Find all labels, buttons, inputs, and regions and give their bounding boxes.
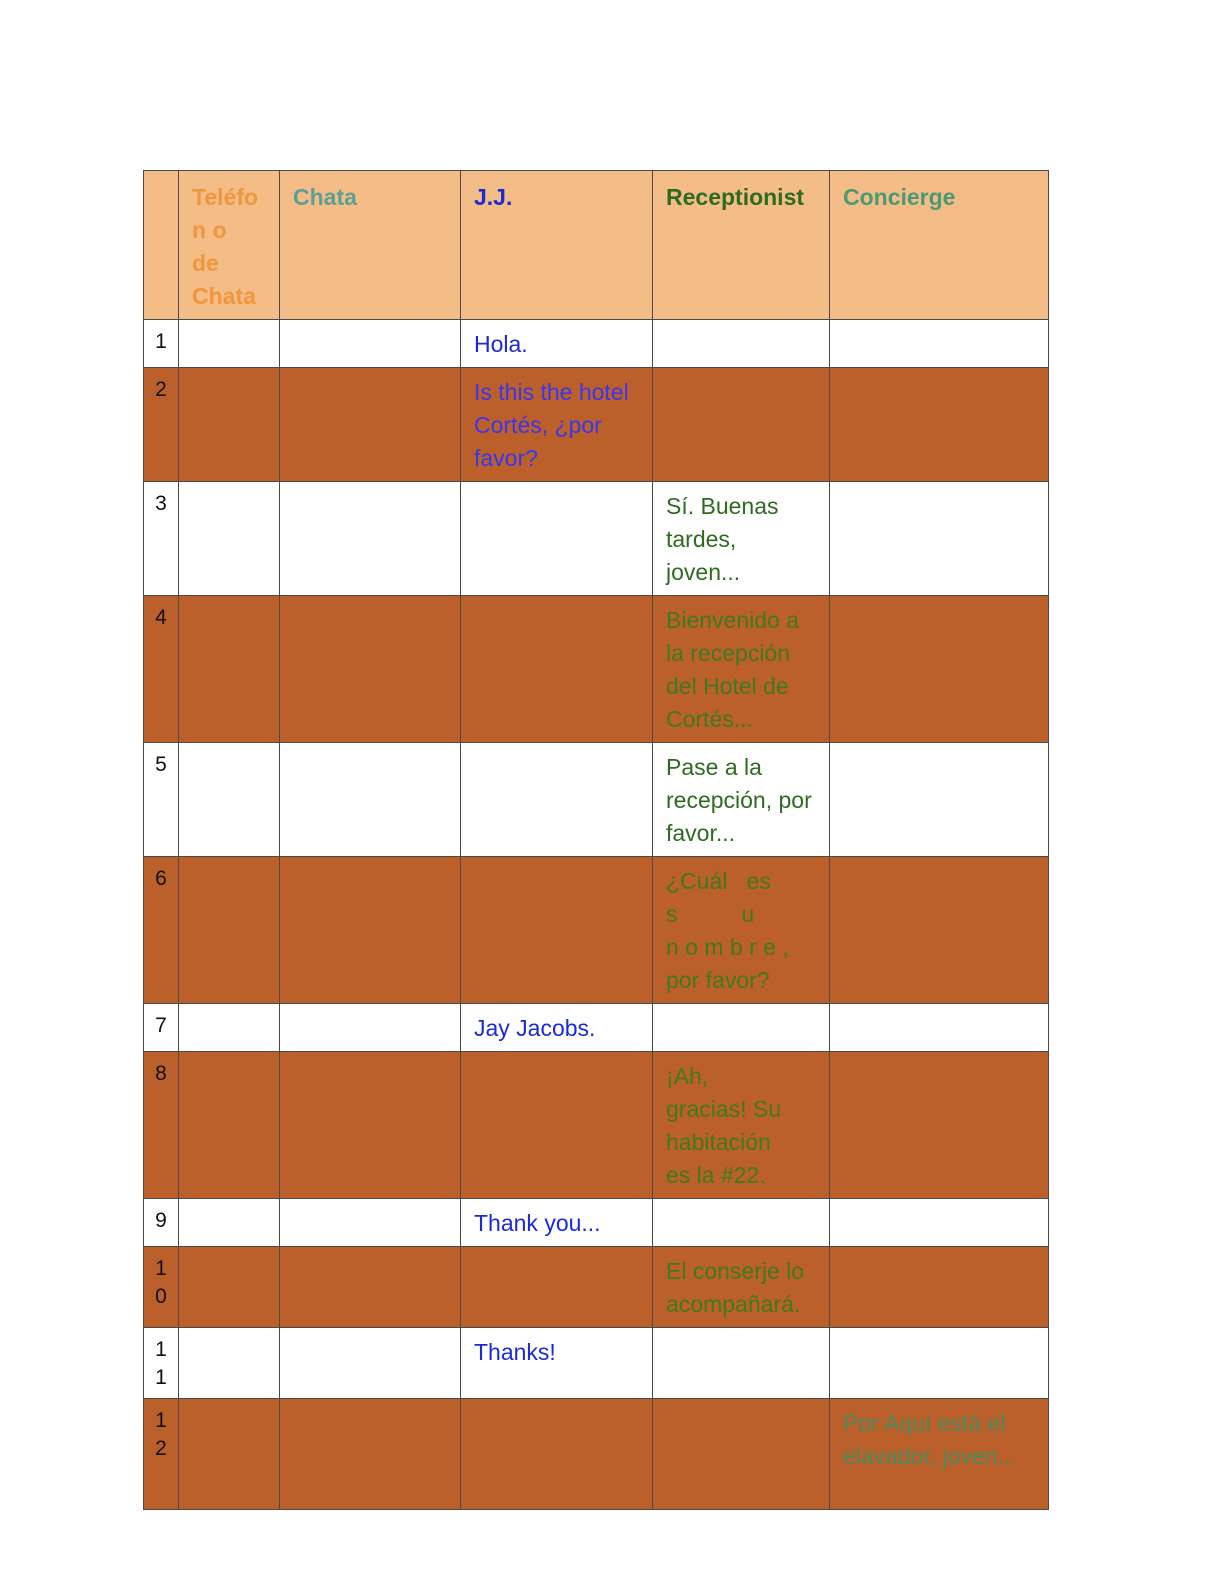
chata-cell: [280, 1199, 461, 1247]
receptionist-cell: [653, 368, 830, 482]
table-row: [144, 1004, 1049, 1052]
concierge-cell: [830, 1199, 1049, 1247]
jj-cell: [461, 743, 653, 857]
row-number: [144, 596, 179, 743]
table-row: [144, 1328, 1049, 1399]
row-number-digit: 8: [155, 1062, 167, 1085]
receptionist-cell: [653, 1052, 830, 1199]
row-number-digit: 1: [155, 1257, 167, 1280]
phone-cell: [179, 320, 280, 368]
table-row: [144, 482, 1049, 596]
table-row: [144, 320, 1049, 368]
jj-cell: [461, 1247, 653, 1328]
concierge-cell: [830, 1247, 1049, 1328]
table-row: [144, 596, 1049, 743]
chata-cell: [280, 1052, 461, 1199]
row-number-digit: 6: [155, 867, 167, 890]
phone-cell: [179, 1052, 280, 1199]
receptionist-line: habitación: [666, 1129, 771, 1155]
receptionist-line: por favor?: [666, 967, 770, 993]
jj-cell: Is this the hotel Cortés, ¿por favor?: [461, 368, 653, 482]
chata-cell: [280, 1399, 461, 1510]
header-chata: Chata: [280, 171, 461, 320]
phone-cell: [179, 1399, 280, 1510]
header-phone-line: Teléfo: [192, 184, 259, 210]
row-number: [144, 743, 179, 857]
phone-cell: [179, 1328, 280, 1399]
header-phone-line: de: [192, 250, 219, 276]
row-number: [144, 1247, 179, 1328]
chata-cell: [280, 1247, 461, 1328]
row-number-digit: 1: [155, 330, 167, 353]
receptionist-cell: [653, 1004, 830, 1052]
chata-cell: [280, 368, 461, 482]
row-number-digit: 1: [155, 1338, 167, 1361]
jj-cell: Thank you...: [461, 1199, 653, 1247]
receptionist-line: s u: [666, 901, 755, 927]
row-number: [144, 368, 179, 482]
concierge-cell: [830, 482, 1049, 596]
chata-cell: [280, 857, 461, 1004]
concierge-cell: Por Aquí está el elavador, joven...: [830, 1399, 1049, 1510]
receptionist-line: n o m b r e ,: [666, 934, 789, 960]
header-concierge: Concierge: [830, 171, 1049, 320]
concierge-cell: [830, 743, 1049, 857]
row-number: [144, 1399, 179, 1510]
phone-cell: [179, 368, 280, 482]
table-row: [144, 1199, 1049, 1247]
receptionist-line: ¿Cuál es: [666, 868, 771, 894]
receptionist-cell: [653, 1328, 830, 1399]
row-number: [144, 1328, 179, 1399]
jj-cell: [461, 857, 653, 1004]
header-phone-line: Chata: [192, 283, 256, 309]
concierge-cell: [830, 1328, 1049, 1399]
receptionist-cell: El conserje lo acompañará.: [653, 1247, 830, 1328]
chata-cell: [280, 596, 461, 743]
table-row: [144, 1247, 1049, 1328]
jj-cell: [461, 596, 653, 743]
receptionist-line: ¡Ah,: [666, 1063, 709, 1089]
phone-cell: [179, 482, 280, 596]
row-number: [144, 857, 179, 1004]
phone-cell: [179, 1199, 280, 1247]
table-row: [144, 1399, 1049, 1510]
receptionist-cell: [653, 1199, 830, 1247]
table-row: [144, 743, 1049, 857]
table-row: [144, 857, 1049, 1004]
table-row: [144, 1052, 1049, 1199]
jj-cell: [461, 1052, 653, 1199]
phone-cell: [179, 1004, 280, 1052]
jj-cell: Hola.: [461, 320, 653, 368]
receptionist-cell: [653, 857, 830, 1004]
phone-cell: [179, 857, 280, 1004]
phone-cell: [179, 1247, 280, 1328]
receptionist-cell: [653, 1399, 830, 1510]
header-phone-line: n o: [192, 217, 227, 243]
receptionist-line: es la #22.: [666, 1162, 766, 1188]
row-number: [144, 482, 179, 596]
chata-cell: [280, 743, 461, 857]
row-number: [144, 320, 179, 368]
row-number-digit: 3: [155, 492, 167, 515]
concierge-cell: [830, 368, 1049, 482]
jj-cell: [461, 1399, 653, 1510]
receptionist-line: gracias! Su: [666, 1096, 782, 1122]
receptionist-cell: [653, 320, 830, 368]
row-number-digit: 4: [155, 606, 167, 629]
jj-cell: [461, 482, 653, 596]
row-number: [144, 1052, 179, 1199]
row-number: [144, 1199, 179, 1247]
dialogue-table: [143, 170, 1049, 1510]
phone-cell: [179, 596, 280, 743]
chata-cell: [280, 320, 461, 368]
concierge-cell: [830, 320, 1049, 368]
phone-cell: [179, 743, 280, 857]
header-row: [144, 171, 1049, 320]
table-row: [144, 368, 1049, 482]
jj-cell: Jay Jacobs.: [461, 1004, 653, 1052]
receptionist-cell: Sí. Buenas tardes, joven...: [653, 482, 830, 596]
header-jj: J.J.: [461, 171, 653, 320]
concierge-cell: [830, 857, 1049, 1004]
row-number-digit: 0: [155, 1285, 167, 1308]
row-number-digit: 5: [155, 753, 167, 776]
concierge-cell: [830, 1052, 1049, 1199]
jj-cell: Thanks!: [461, 1328, 653, 1399]
chata-cell: [280, 482, 461, 596]
row-number-digit: 1: [155, 1409, 167, 1432]
row-number-digit: 2: [155, 1437, 167, 1460]
receptionist-cell: Bienvenido a la recepción del Hotel de Cortés...: [653, 596, 830, 743]
row-number: [144, 1004, 179, 1052]
header-number: [144, 171, 179, 320]
row-number-digit: 2: [155, 378, 167, 401]
row-number-digit: 1: [155, 1366, 167, 1389]
header-receptionist: Receptionist: [653, 171, 830, 320]
chata-cell: [280, 1004, 461, 1052]
receptionist-cell: Pase a la recepción, por favor...: [653, 743, 830, 857]
row-number-digit: 9: [155, 1209, 167, 1232]
concierge-cell: [830, 596, 1049, 743]
row-number-digit: 7: [155, 1014, 167, 1037]
chata-cell: [280, 1328, 461, 1399]
header-phone: [179, 171, 280, 320]
concierge-cell: [830, 1004, 1049, 1052]
